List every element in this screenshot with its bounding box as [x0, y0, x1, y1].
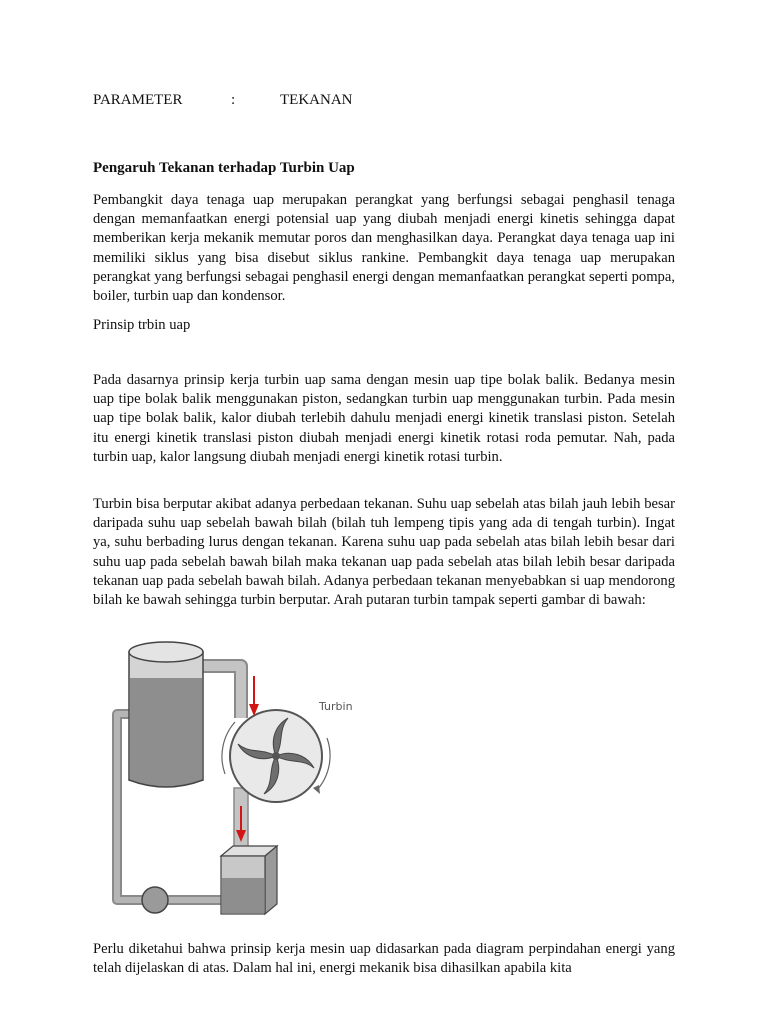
parameter-value: TEKANAN	[280, 92, 353, 108]
paragraph-conclusion: Perlu diketahui bahwa prinsip kerja mesin uap didasarkan pada diagram perpindahan energi yang telah dijelaskan di atas. Dalam hal ini, energi mekanik bisa dihasilkan apabila kita	[93, 941, 675, 977]
boiler-water	[130, 678, 202, 780]
paragraph-principle: Pada dasarnya prinsip kerja turbin uap sama dengan mesin uap tipe bolak balik. Bedanya mesin uap tipe bolak balik menggunakan piston, sedangkan turbin uap menggunakan turbin. Pada mesin uap tipe bolak balik, kalor diubah terlebih dahulu menjadi energi kinetik translasi piston. Setelah itu energi kinetik translasi piston diubah menjadi energi kinetik rotasi roda pemutar. Nah, pada turbin uap, kalor langsung diubah menjadi energi kinetik rotasi turbin.	[93, 372, 675, 465]
parameter-separator: :	[231, 92, 236, 108]
parameter-line	[93, 92, 493, 112]
rotation-arrowhead-right	[313, 785, 320, 794]
paragraph-pressure: Turbin bisa berputar akibat adanya perbedaan tekanan. Suhu uap sebelah atas bilah jauh lebih besar daripada suhu uap sebelah bawah bilah (bilah tuh lempeng tipis yang ada di tengah turbin). Ingat ya, suhu berbading lurus dengan tekanan. Karena suhu uap pada sebelah atas bilah lebih besar dari suhu uap pada sebelah bawah bilah maka tekanan uap pada sebelah atas bilah lebih besar daripada tekanan uap pada sebelah bawah bilah. Adanya perbedaan tekanan menyebabkan si uap mendorong bilah ke bawah sehingga turbin berputar. Arah putaran turbin tampak seperti gambar di bawah:	[93, 496, 675, 609]
steam-pipe-outline	[201, 666, 241, 718]
pump-icon	[142, 887, 168, 913]
section-heading: Pengaruh Tekanan terhadap Turbin Uap	[93, 160, 355, 176]
boiler-tank-bottom	[129, 780, 203, 787]
turbine-label: Turbin	[319, 700, 353, 713]
paragraph-intro: Pembangkit daya tenaga uap merupakan perangkat yang berfungsi sebagai penghasil tenaga dengan memanfaatkan energi potensial uap yang diubah menjadi energi kinetis sehingga dapat memberikan kerja mekanik memutar poros dan menghasilkan daya. Perangkat daya tenaga uap ini memiliki siklus yang bisa disebut siklus rankine. Pembangkit daya tenaga uap merupakan perangkat yang berfungsi sebagai penghasil energi dengan memanfaatkan perangkat seperti pompa, boiler, turbin uap dan kondensor.	[93, 192, 675, 305]
turbine-diagram	[105, 638, 370, 918]
paragraph-subtitle: Prinsip trbin uap	[93, 317, 191, 333]
boiler-tank-top	[129, 642, 203, 662]
parameter-label: PARAMETER	[93, 92, 183, 108]
condenser-water	[222, 878, 264, 913]
condenser-side	[265, 846, 277, 914]
